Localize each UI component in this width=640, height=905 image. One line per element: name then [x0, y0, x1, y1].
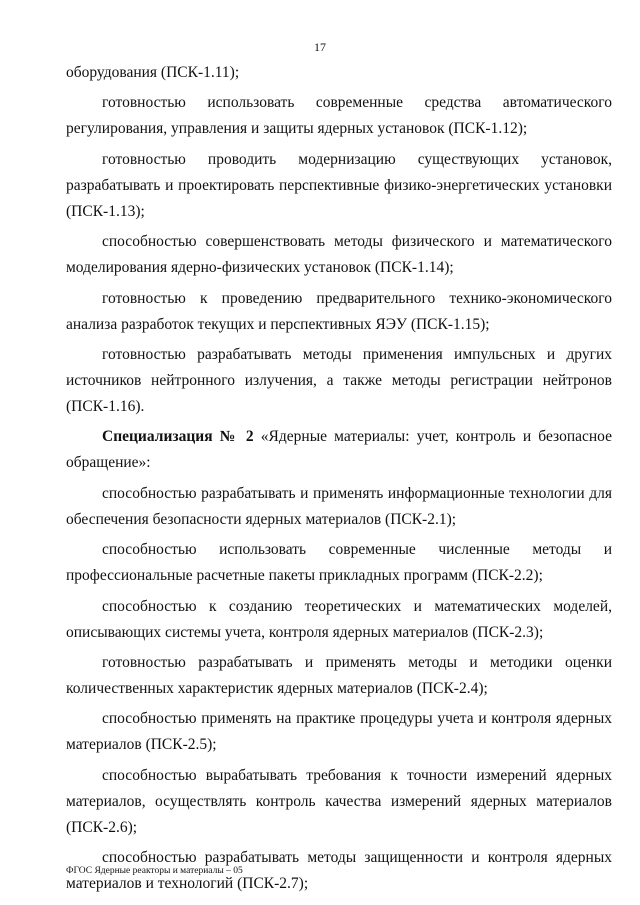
- paragraph: готовностью к проведению предварительного технико-экономического анализа разработок текущих и перспективных ЯЭУ (ПСК-1.15);: [66, 289, 612, 333]
- paragraph: способностью к созданию теоретических и математических моделей, описывающих системы учета, контроля ядерных материалов (ПСК-2.3);: [66, 597, 612, 641]
- paragraph: способностью вырабатывать требования к точности измерений ядерных материалов, осуществлять контроль качества измерений ядерных материалов (ПСК-2.6);: [66, 766, 612, 836]
- specialization-name: «Ядерные материалы: учет, контроль и безопасное обращение»:: [66, 428, 612, 472]
- paragraph: готовностью проводить модернизацию существующих установок, разрабатывать и проектировать перспективные физико-энергетических установки (ПСК-1.13);: [66, 150, 612, 220]
- paragraph: способностью применять на практике процедуры учета и контроля ядерных материалов (ПСК-2.5);: [66, 710, 612, 754]
- specialization-title: Специализация № 2: [102, 428, 254, 446]
- paragraph: способностью разрабатывать и применять информационные технологии для обеспечения безопасности ядерных материалов (ПСК-2.1);: [66, 484, 612, 528]
- specialization-heading: [66, 424, 612, 476]
- paragraph: готовностью разрабатывать и применять методы и методики оценки количественных характеристик ядерных материалов (ПСК-2.4);: [66, 653, 612, 697]
- paragraph: готовностью разрабатывать методы применения импульсных и других источников нейтронного излучения, а также методы регистрации нейтронов (ПСК-1.16).: [66, 345, 612, 415]
- paragraph: способностью использовать современные численные методы и профессиональные расчетные пакеты прикладных программ (ПСК-2.2);: [66, 541, 612, 585]
- paragraph: способностью разрабатывать методы защищенности и контроля ядерных материалов и технологий (ПСК-2.7);: [66, 849, 612, 893]
- page-number: 17: [314, 40, 326, 54]
- paragraph: способностью совершенствовать методы физического и математического моделирования ядерно-физических установок (ПСК-1.14);: [66, 233, 612, 277]
- paragraph: оборудования (ПСК-1.11);: [66, 64, 240, 81]
- paragraph: готовностью использовать современные средства автоматического регулирования, управления и защиты ядерных установок (ПСК-1.12);: [66, 94, 612, 138]
- document-body: [66, 60, 612, 901]
- page-footer: ФГОС Ядерные реакторы и материалы – 05: [66, 866, 243, 876]
